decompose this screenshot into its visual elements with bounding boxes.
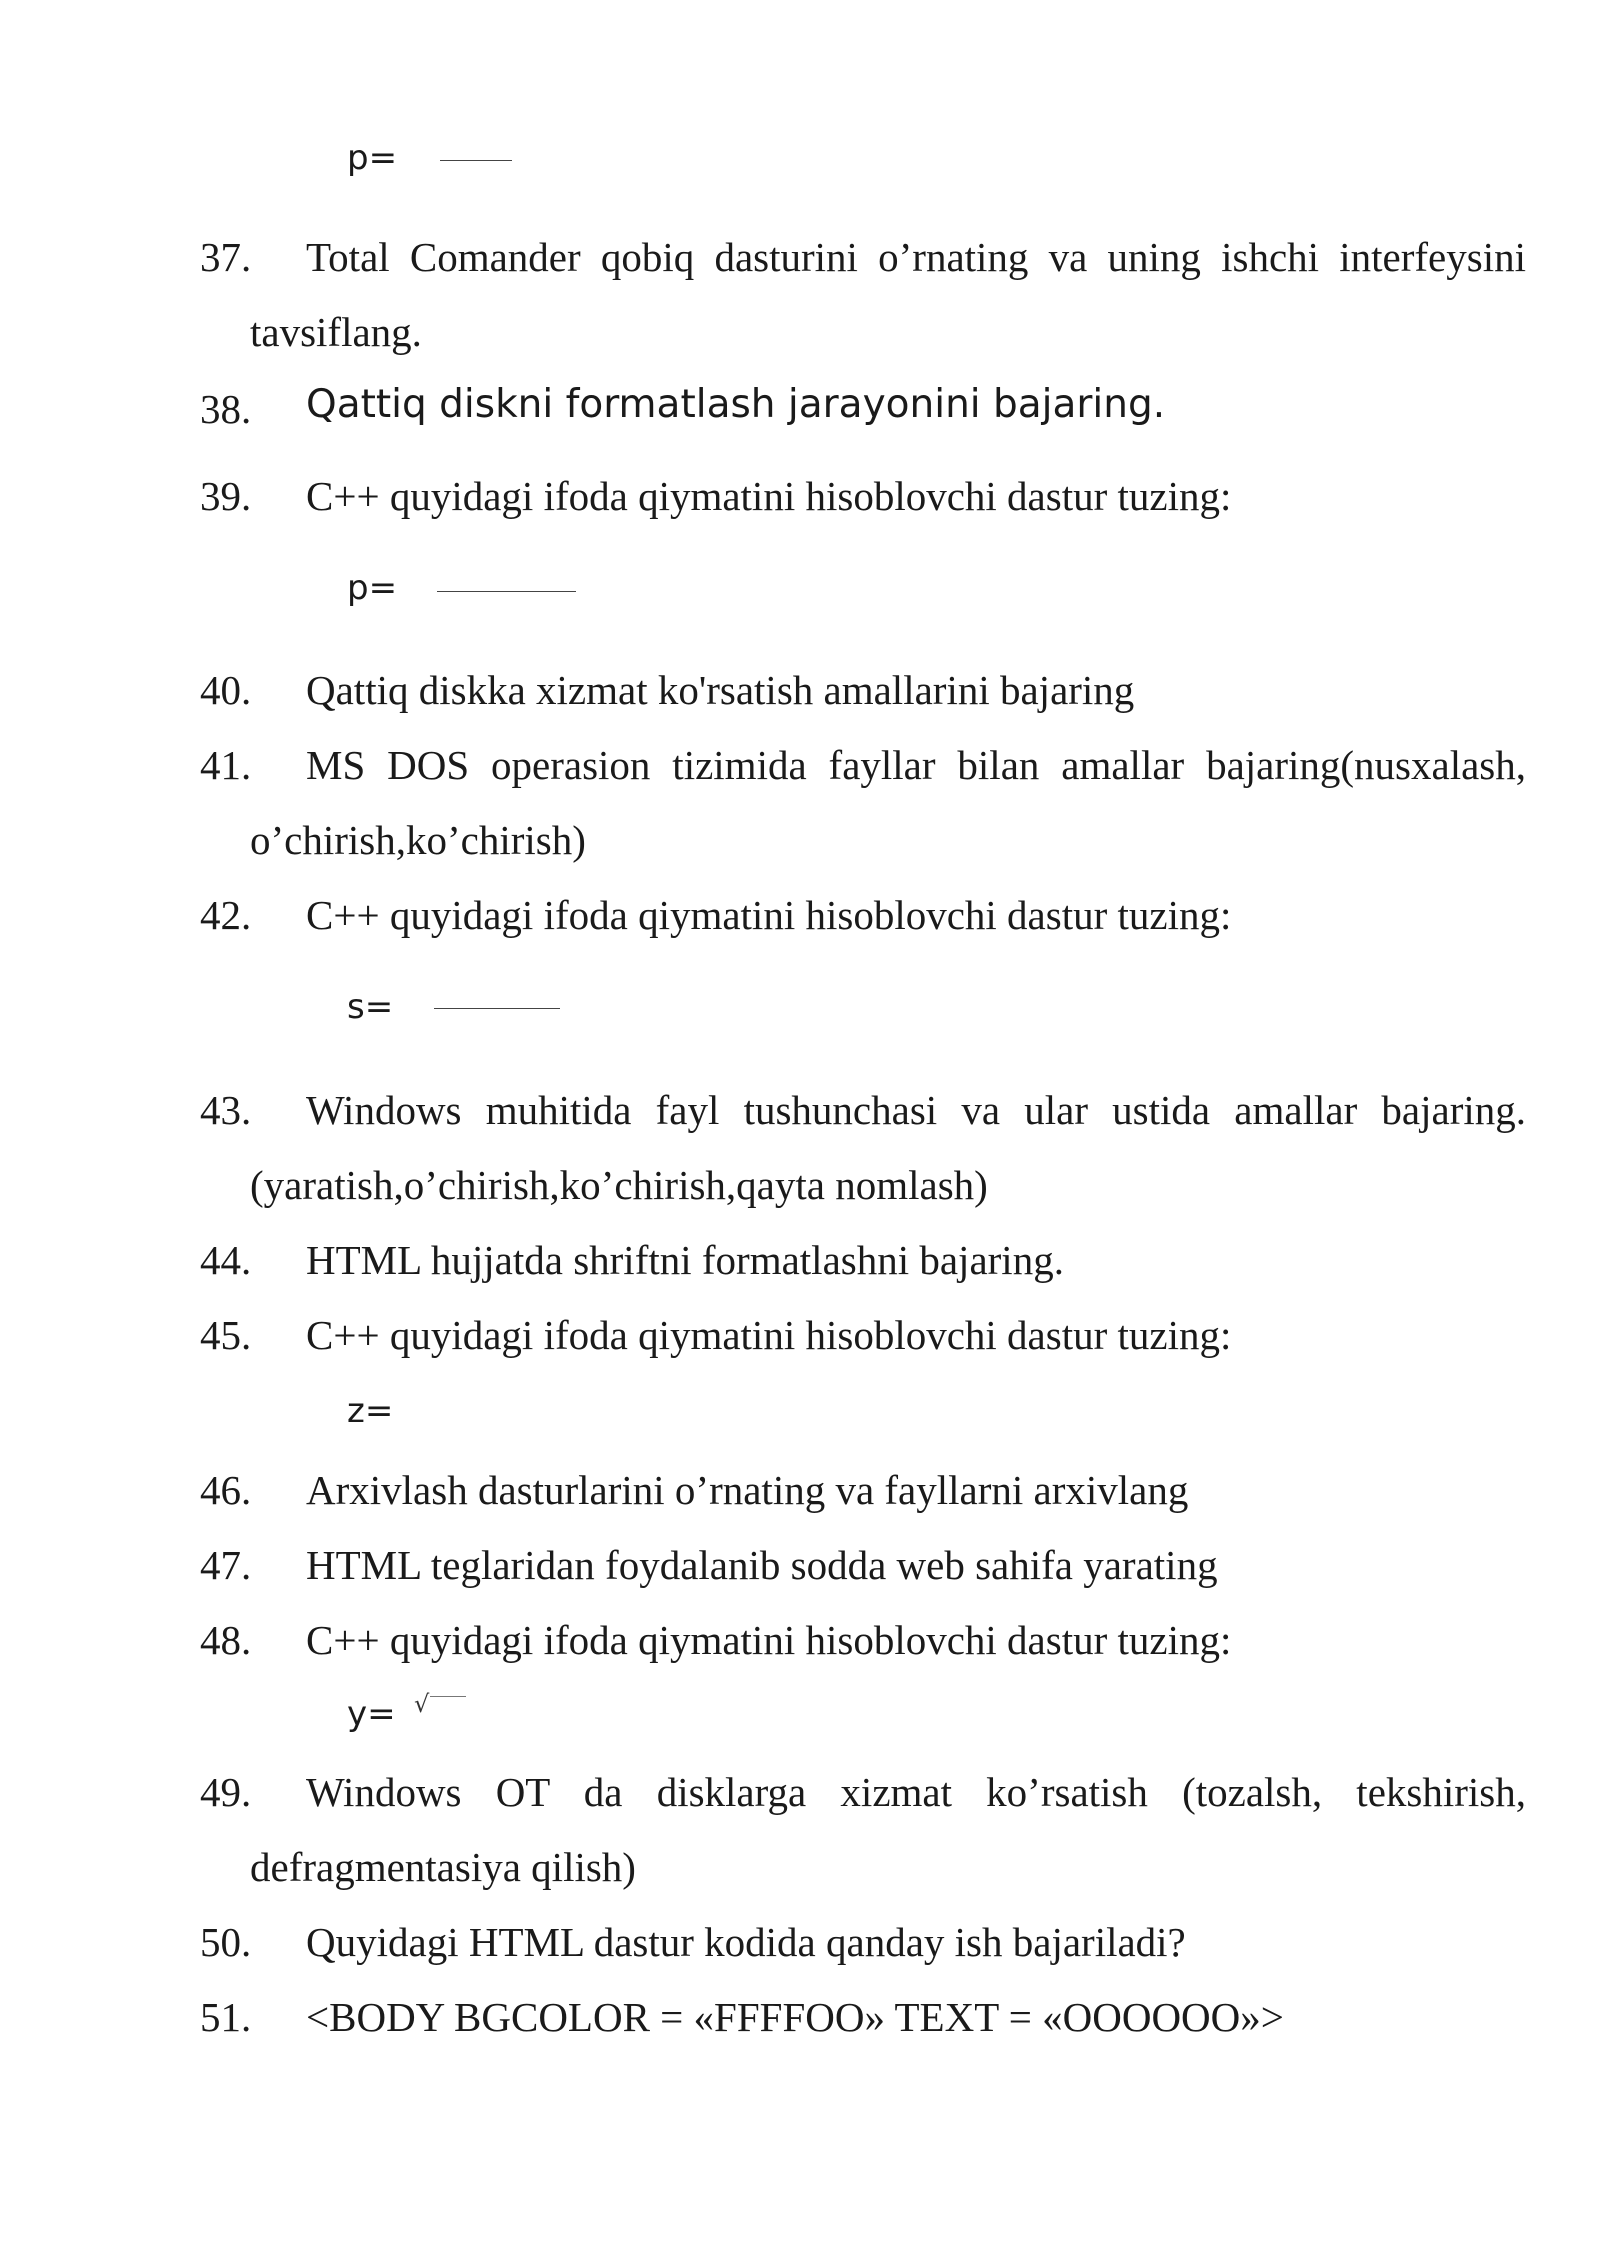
item-text-continuation: (yaratish,o’chirish,ko’chirish,qayta nomlash) bbox=[250, 1162, 988, 1208]
item-text: Qattiq diskka xizmat ko'rsatish amallarini bajaring bbox=[306, 667, 1135, 713]
item-number: 45. bbox=[200, 1312, 252, 1358]
sqrt-icon: √ bbox=[414, 1690, 430, 1718]
item-number: 50. bbox=[200, 1919, 252, 1965]
item-number: 48. bbox=[200, 1617, 252, 1663]
item-text: C++ quyidagi ifoda qiymatini hisoblovchi dastur tuzing: bbox=[306, 892, 1232, 938]
item-number: 38. bbox=[200, 386, 252, 432]
formula-p-top: p= bbox=[347, 138, 398, 178]
formula-y: y= bbox=[347, 1694, 396, 1734]
item-text: Total Comander qobiq dasturini o’rnating va uning ishchi interfeysini bbox=[306, 234, 1526, 280]
fraction-bar bbox=[434, 1008, 560, 1009]
item-number: 39. bbox=[200, 473, 252, 519]
item-number: 47. bbox=[200, 1542, 252, 1588]
item-text-continuation: o’chirish,ko’chirish) bbox=[250, 817, 586, 863]
item-text: Windows OT da disklarga xizmat ko’rsatish (tozalsh, tekshirish, bbox=[306, 1769, 1526, 1815]
formula-s: s= bbox=[347, 987, 394, 1027]
item-number: 40. bbox=[200, 667, 252, 713]
item-number: 41. bbox=[200, 742, 252, 788]
item-text: Quyidagi HTML dastur kodida qanday ish bajariladi? bbox=[306, 1919, 1186, 1965]
formula-z: z= bbox=[347, 1391, 394, 1431]
item-number: 42. bbox=[200, 892, 252, 938]
sqrt-bar bbox=[430, 1696, 466, 1697]
item-text: C++ quyidagi ifoda qiymatini hisoblovchi dastur tuzing: bbox=[306, 1312, 1232, 1358]
item-text-continuation: defragmentasiya qilish) bbox=[250, 1844, 636, 1890]
item-text: HTML hujjatda shriftni formatlashni bajaring. bbox=[306, 1237, 1064, 1283]
item-text: Arxivlash dasturlarini o’rnating va fayllarni arxivlang bbox=[306, 1467, 1189, 1513]
item-text: HTML teglaridan foydalanib sodda web sahifa yarating bbox=[306, 1542, 1218, 1588]
fraction-bar bbox=[440, 160, 512, 161]
item-number: 44. bbox=[200, 1237, 252, 1283]
item-text-continuation: tavsiflang. bbox=[250, 309, 422, 355]
item-number: 51. bbox=[200, 1994, 252, 2040]
item-text: Qattiq diskni formatlash jarayonini bajaring. bbox=[306, 382, 1166, 427]
item-text: MS DOS operasion tizimida fayllar bilan amallar bajaring(nusxalash, bbox=[306, 742, 1526, 788]
item-number: 46. bbox=[200, 1467, 252, 1513]
formula-p: p= bbox=[347, 568, 398, 608]
item-number: 49. bbox=[200, 1769, 252, 1815]
item-number: 37. bbox=[200, 234, 252, 280]
item-text: C++ quyidagi ifoda qiymatini hisoblovchi dastur tuzing: bbox=[306, 1617, 1232, 1663]
item-number: 43. bbox=[200, 1087, 252, 1133]
fraction-bar bbox=[437, 591, 576, 592]
item-text: C++ quyidagi ifoda qiymatini hisoblovchi dastur tuzing: bbox=[306, 473, 1232, 519]
item-text: <BODY BGCOLOR = «FFFFOO» TEXT = «OOOOOO»> bbox=[306, 1994, 1284, 2040]
item-text: Windows muhitida fayl tushunchasi va ular ustida amallar bajaring. bbox=[306, 1087, 1526, 1133]
